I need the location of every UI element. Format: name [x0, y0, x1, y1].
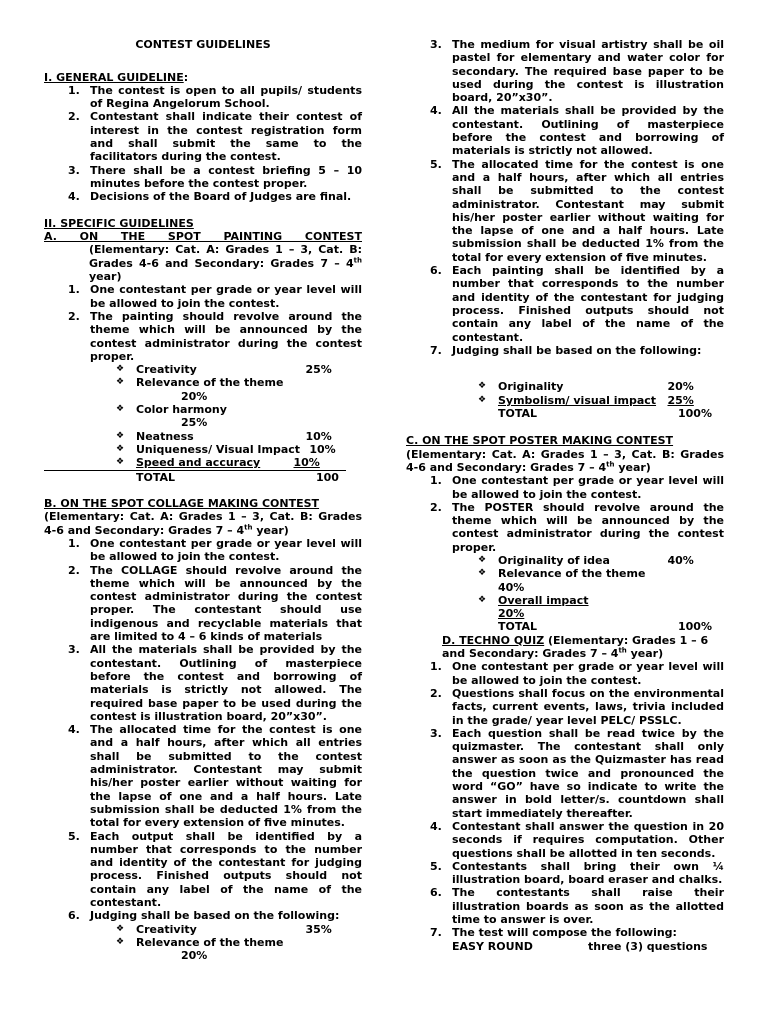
section-a-total: TOTAL 100 [136, 470, 339, 484]
list-item: 1. One contestant per grade or year level will be allowed to join the contest. [68, 536, 362, 564]
section-d-list [406, 660, 724, 939]
list-item: 1. One contestant per grade or year level will be allowed to join the contest. [430, 660, 724, 687]
diamond-bullet-icon: ❖ [478, 554, 487, 565]
list-item: 2. Contestant shall indicate their contest of interest in the contest registration form and shall submit the same to the facilitators during the contest. [68, 110, 362, 164]
list-item: 5. Contestants shall bring their own ¼ illustration board, board eraser and chalks. [430, 859, 724, 887]
list-item: 5. Each output shall be identified by a number that corresponds to the number and identity of the contestant for judging process. Finished outputs should not contain any label of the name of the contestant. [68, 829, 362, 909]
section-a-heading: A. ON THE SPOT PAINTING CONTEST [44, 230, 362, 244]
list-item: 3. Each question shall be read twice by the quizmaster. The contestant shall only answer as soon as the Quizmaster has read the question twice and pronounced the word “GO” have so indicate to write the answer in bold letter/s. countdown shall start immediately thereafter. [430, 726, 724, 820]
criterion: ❖ Color harmony [116, 403, 227, 417]
list-item: 7. Judging shall be based on the following: [430, 343, 702, 357]
list-item: 4. All the materials shall be provided by the contestant. Outlining of masterpiece before the contest and borrowing of materials is strictly not allowed. [430, 104, 724, 158]
general-list [44, 84, 362, 204]
section-a-list-continued [406, 38, 724, 357]
diamond-bullet-icon: ❖ [116, 457, 125, 468]
section-a-criteria-continued [406, 380, 724, 407]
list-item: 3. There shall be a contest briefing 5 – 10 minutes before the contest proper. [68, 163, 362, 190]
list-item: 1. The contest is open to all pupils/ students of Regina Angelorum School. [68, 83, 362, 111]
criterion-sub: 40% [498, 580, 525, 594]
section-b-list [44, 537, 362, 923]
list-item: 1. One contestant per grade or year level will be allowed to join the contest. [68, 283, 362, 310]
diamond-bullet-icon: ❖ [116, 923, 125, 934]
criterion: ❖ Relevance of the theme [478, 567, 646, 581]
criterion: ❖ Symbolism/ visual impact 25% [478, 393, 694, 407]
diamond-bullet-icon: ❖ [116, 364, 125, 375]
section-a-categories: (Elementary: Cat. A: Grades 1 – 3, Cat. B: Grades 4-6 and Secondary: Grades 7 – 4th year) [89, 243, 362, 284]
criterion: ❖ Creativity 35% [116, 922, 332, 936]
list-item: 2. The painting should revolve around the theme which will be announced by the contest administrator during the contest proper. [68, 309, 362, 363]
diamond-bullet-icon: ❖ [116, 404, 125, 415]
list-item: 2. The POSTER should revolve around the theme which will be announced by the contest administrator during the contest proper. [430, 500, 724, 554]
section-c-heading: C. ON THE SPOT POSTER MAKING CONTEST [406, 434, 674, 448]
section-a-list [44, 283, 362, 363]
list-item: 3. The medium for visual artistry shall be oil pastel for elementary and water color for secondary. The required base paper to be used during the contest is illustration board, 20”x30”. [430, 38, 724, 105]
round-row: EASY ROUND three (3) questions [452, 939, 708, 953]
criterion-sub: 20% [181, 949, 208, 963]
criterion: ❖ Speed and accuracy 10% [44, 456, 346, 470]
section-b-categories: (Elementary: Cat. A: Grades 1 – 3, Cat. B: Grades 4-6 and Secondary: Grades 7 – 4th year) [44, 510, 362, 537]
list-item: 1. One contestant per grade or year level will be allowed to join the contest. [430, 474, 724, 501]
criterion: ❖ Neatness 10% [116, 429, 332, 443]
section-b-heading: B. ON THE SPOT COLLAGE MAKING CONTEST [44, 497, 320, 511]
criterion: ❖ Originality of idea 40% [478, 553, 694, 567]
list-item: 6. Each painting shall be identified by a number that corresponds to the number and identity of the contestant for judging process. Finished outputs should not contain any label of the name of the contestant. [430, 264, 724, 344]
diamond-bullet-icon: ❖ [478, 568, 487, 579]
list-item: 2. The COLLAGE should revolve around the theme which will be announced by the contest administrator during the contest proper. The contestant should use indigenous and recyclable materials that are limited to 4 – 6 kinds of materials [68, 563, 362, 644]
criterion-sub: 20% [498, 607, 525, 621]
criterion: ❖ Overall impact [478, 593, 589, 607]
list-item: 4. The allocated time for the contest is one and a half hours, after which all entries shall be submitted to the contest administrator. Contestant may submit his/her poster earlier without waiting for the lapse of one and a half hours. Late submission shall be deducted 1% from the total for every extension of five minutes. [68, 723, 362, 830]
criterion: ❖ Originality 20% [478, 380, 694, 394]
criterion-sub: 25% [181, 416, 208, 430]
criterion: ❖ Relevance of the theme [116, 935, 284, 949]
diamond-bullet-icon: ❖ [478, 594, 487, 605]
page-title: CONTEST GUIDELINES [135, 38, 271, 51]
list-item: 4. Decisions of the Board of Judges are final. [68, 190, 352, 204]
list-item: 4. Contestant shall answer the question in 20 seconds if requires computation. Other questions shall be allotted in ten seconds. [430, 819, 724, 860]
diamond-bullet-icon: ❖ [478, 381, 487, 392]
list-item: 6. The contestants shall raise their illustration boards as soon as the allotted time to answer is over. [430, 886, 724, 926]
diamond-bullet-icon: ❖ [116, 377, 125, 388]
section-d-heading: D. TECHNO QUIZ (Elementary: Grades 1 – 6 and Secondary: Grades 7 – 4th year) [442, 633, 709, 661]
section-b-criteria [44, 923, 362, 963]
diamond-bullet-icon: ❖ [116, 430, 125, 441]
list-item: 5. The allocated time for the contest is one and a half hours, after which all entries shall be submitted to the contest administrator. Contestant may submit his/her poster earlier without waiting for the lapse of one and a half hours. Late submission shall be deducted 1% from the total for every extension of five minutes. [430, 157, 724, 264]
specific-heading: II. SPECIFIC GUIDELINES [44, 216, 194, 230]
diamond-bullet-icon: ❖ [116, 936, 125, 947]
section-c-categories: (Elementary: Cat. A: Grades 1 – 3, Cat. B: Grades 4-6 and Secondary: Grades 7 – 4th year) [406, 447, 724, 474]
list-item: 3. All the materials shall be provided by the contestant. Outlining of masterpiece before the contest and borrowing of materials is strictly not allowed. The required base paper to be used during the contest is illustration board, 20”x30”. [68, 643, 362, 723]
criterion: ❖ Uniqueness/ Visual Impact 10% [116, 442, 336, 456]
section-c-criteria [406, 554, 724, 620]
list-item: 2. Questions shall focus on the environmental facts, current events, laws, trivia included in the grade/ year level PELC/ PSSLC. [430, 686, 724, 727]
list-item: 7. The test will compose the following: [430, 926, 677, 940]
criterion: ❖ Relevance of the theme [116, 376, 284, 390]
criterion-sub: 20% [181, 389, 208, 403]
left-column [44, 38, 362, 962]
diamond-bullet-icon: ❖ [116, 443, 125, 454]
right-column [406, 38, 724, 953]
section-a-criteria [44, 363, 362, 470]
section-c-total: TOTAL 100% [498, 620, 712, 634]
criterion: ❖ Creativity 25% [116, 363, 332, 377]
list-item: 6. Judging shall be based on the following: [68, 909, 340, 923]
diamond-bullet-icon: ❖ [478, 394, 487, 405]
general-heading: I. GENERAL GUIDELINE: [44, 70, 189, 84]
section-c-list [406, 474, 724, 554]
section-a-total-continued: TOTAL 100% [498, 407, 712, 421]
